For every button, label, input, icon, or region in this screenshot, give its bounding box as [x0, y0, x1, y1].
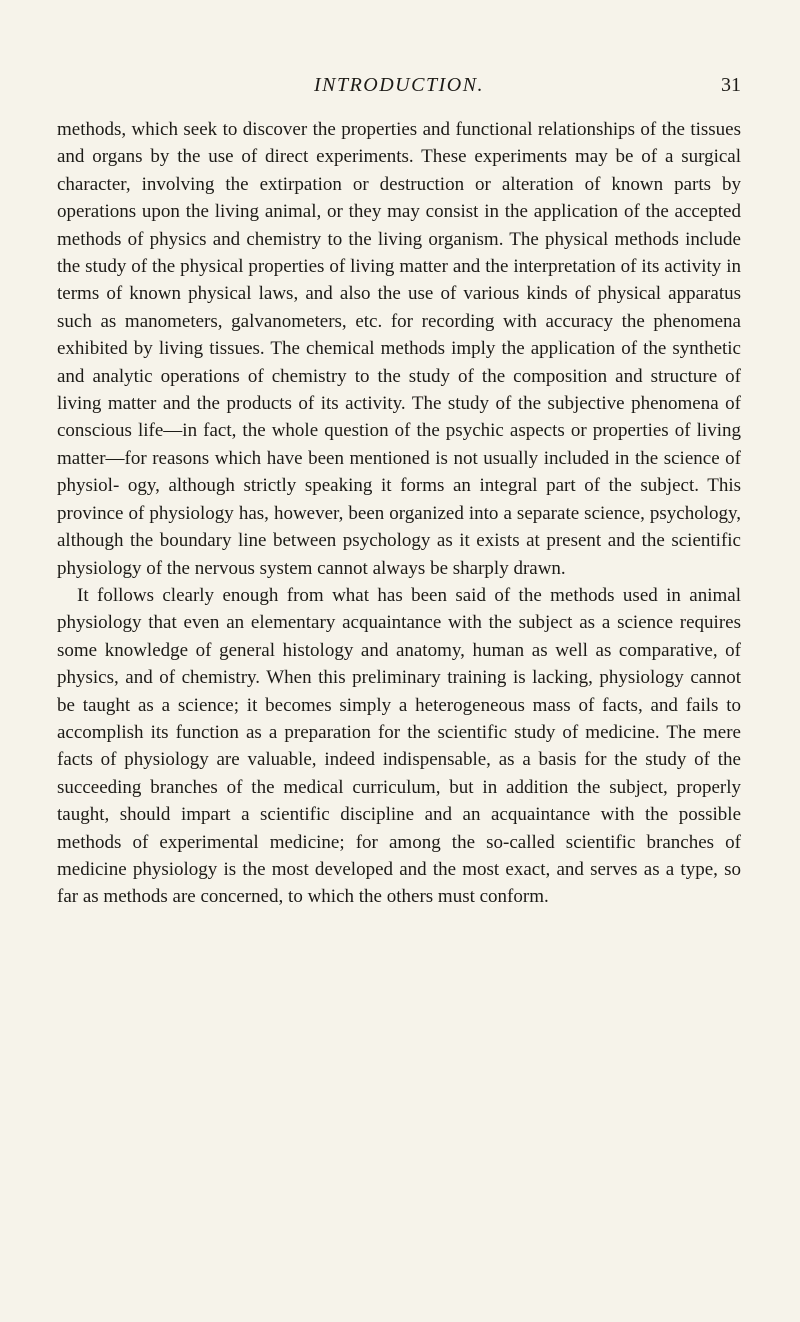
paragraph: It follows clearly enough from what has been said of the methods used in animal physiology that even an elementary acquaintance with the subject as a science requires some knowledge of general histology and anatomy, human as well as comparative, of physics, and of chemistry. When this preliminary training is lacking, physiology cannot be taught as a science; it becomes simply a heterogeneous mass of facts, and fails to accomplish its function as a preparation for the scientific study of medicine. The mere facts of physiology are valuable, indeed indispensable, as a basis for the study of the succeeding branches of the medical curriculum, but in addition the subject, properly taught, should impart a scientific discipline and an acquaintance with the possible methods of experimental medicine; for among the so-called scientific branches of medicine physiology is the most developed and the most exact, and serves as a type, so far as methods are concerned, to which the others must conform.	[57, 584, 741, 908]
page-number: 31	[721, 74, 741, 96]
paragraph-continued: methods, which seek to discover the properties and functional relationships of the tissues and organs by the use of direct experiments. These experiments may be of a surgical character, involving the extirpation or destruction or alteration of known parts by operations upon the living animal, or they may consist in the application of the accepted methods of physics and chemistry to the living organism. The physical methods include the study of the physical properties of living matter and the interpretation of its activity in terms of known physical laws, and also the use of various kinds of physical apparatus such as manometers, galvanometers, etc. for recording with accuracy the phenomena exhibited by living tissues. The chemical methods imply the application of the synthetic and analytic operations of chemistry to the study of the composition and structure of living matter and the products of its activity. The study of the subjective phenomena of conscious life—in fact, the whole question of the psychic aspects or properties of living matter—for reasons which have been mentioned is not usually included in the science of physiol- ogy, although strictly speaking it forms an integral part of the subject. This province of physiology has, however, been organized into a separate science, psychology, although the boundary line between psychology as it exists at present and the scientific physiology of the nervous system cannot always be sharply drawn.	[57, 119, 741, 579]
running-title: INTRODUCTION.	[313, 74, 485, 96]
page-header	[57, 0, 741, 116]
body-text	[57, 116, 741, 911]
book-page	[57, 0, 741, 1322]
